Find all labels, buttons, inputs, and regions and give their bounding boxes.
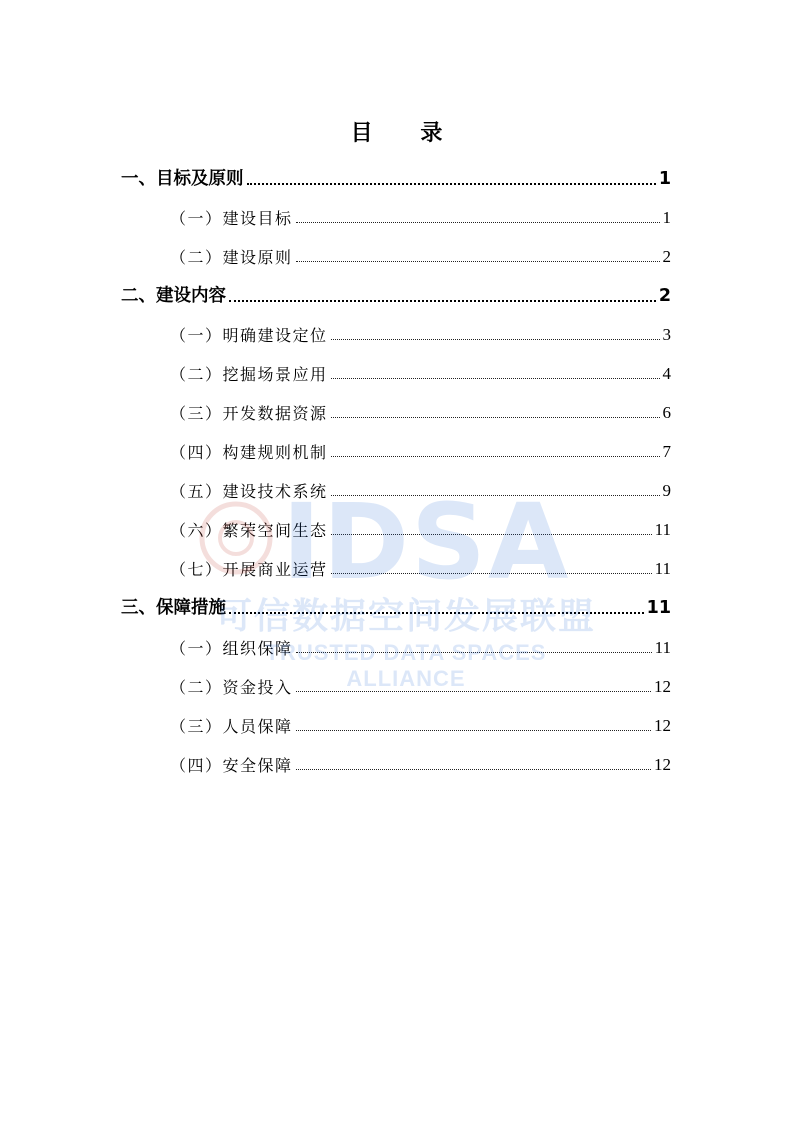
toc-entry-page: 11: [654, 637, 671, 657]
toc-entry-label: 三、保障措施: [121, 598, 226, 618]
watermark-name-en: TRUSTED DATA SPACES ALLIANCE: [265, 640, 547, 691]
toc-dot-leader: [331, 456, 660, 457]
toc-dot-leader: [296, 222, 660, 223]
toc-entry-page: 12: [654, 715, 671, 735]
toc-entry[interactable]: [121, 277, 671, 307]
toc-entry-label: （三）开发数据资源: [170, 403, 328, 423]
toc-entry-page: 11: [654, 558, 671, 578]
toc-entry[interactable]: [121, 589, 671, 619]
toc-entry[interactable]: [170, 630, 671, 658]
toc-dot-leader: [331, 339, 660, 340]
toc-entry[interactable]: [170, 434, 671, 462]
toc-dot-leader: [331, 495, 660, 496]
toc-entry-page: 11: [646, 598, 671, 618]
toc-dot-leader: [296, 261, 660, 262]
toc-entry-label: （四）安全保障: [170, 755, 293, 775]
toc-entry[interactable]: [170, 395, 671, 423]
toc-entry-label: 一、目标及原则: [121, 169, 244, 189]
toc-entry[interactable]: [170, 356, 671, 384]
toc-entry[interactable]: [170, 669, 671, 697]
toc-entry[interactable]: [121, 160, 671, 190]
toc-entry-page: 3: [662, 324, 671, 344]
toc-entry[interactable]: [170, 512, 671, 540]
toc-entry-label: （五）建设技术系统: [170, 481, 328, 501]
toc-entry-label: （三）人员保障: [170, 716, 293, 736]
toc-dot-leader: [229, 300, 656, 302]
toc-entry-label: （一）明确建设定位: [170, 325, 328, 345]
toc-entry-label: （二）资金投入: [170, 677, 293, 697]
toc-entry-label: （一）组织保障: [170, 638, 293, 658]
toc-entry-page: 12: [654, 676, 671, 696]
toc-dot-leader: [331, 417, 660, 418]
toc-entry[interactable]: [170, 708, 671, 736]
toc-entry-page: 2: [658, 286, 671, 306]
toc-entry-label: （二）建设原则: [170, 247, 293, 267]
toc-entry-label: （七）开展商业运营: [170, 559, 328, 579]
toc-dot-leader: [296, 730, 651, 731]
toc-entry-page: 12: [654, 754, 671, 774]
toc-entry-page: 2: [662, 246, 671, 266]
toc-entry[interactable]: [170, 747, 671, 775]
toc-dot-leader: [229, 612, 644, 614]
toc-entry-label: 二、建设内容: [121, 286, 226, 306]
toc-dot-leader: [247, 183, 656, 185]
toc-entry-page: 9: [662, 480, 671, 500]
toc-entry-label: （四）构建规则机制: [170, 442, 328, 462]
watermark-name-cn: 可信数据空间发展联盟: [215, 596, 596, 637]
toc-dot-leader: [331, 573, 652, 574]
toc-entry-page: 4: [662, 363, 671, 383]
toc-dot-leader: [296, 691, 651, 692]
toc-dot-leader: [331, 534, 652, 535]
toc-dot-leader: [296, 652, 652, 653]
svg-text:IDSA: IDSA: [282, 488, 571, 588]
toc-entry[interactable]: [170, 239, 671, 267]
toc-entry-label: （六）繁荣空间生态: [170, 520, 328, 540]
toc-entry-page: 6: [662, 402, 671, 422]
toc-entry-page: 1: [662, 207, 671, 227]
toc-entry[interactable]: [170, 551, 671, 579]
toc-entry[interactable]: [170, 473, 671, 501]
toc-dot-leader: [296, 769, 651, 770]
toc-entry-page: 1: [658, 169, 671, 189]
toc-dot-leader: [331, 378, 660, 379]
toc-entry-page: 7: [662, 441, 671, 461]
toc-title: 目 录: [350, 121, 463, 146]
toc-entry[interactable]: [170, 200, 671, 228]
toc-entry[interactable]: [170, 317, 671, 345]
toc-entry-page: 11: [654, 519, 671, 539]
toc-entry-label: （一）建设目标: [170, 208, 293, 228]
toc-entry-label: （二）挖掘场景应用: [170, 364, 328, 384]
